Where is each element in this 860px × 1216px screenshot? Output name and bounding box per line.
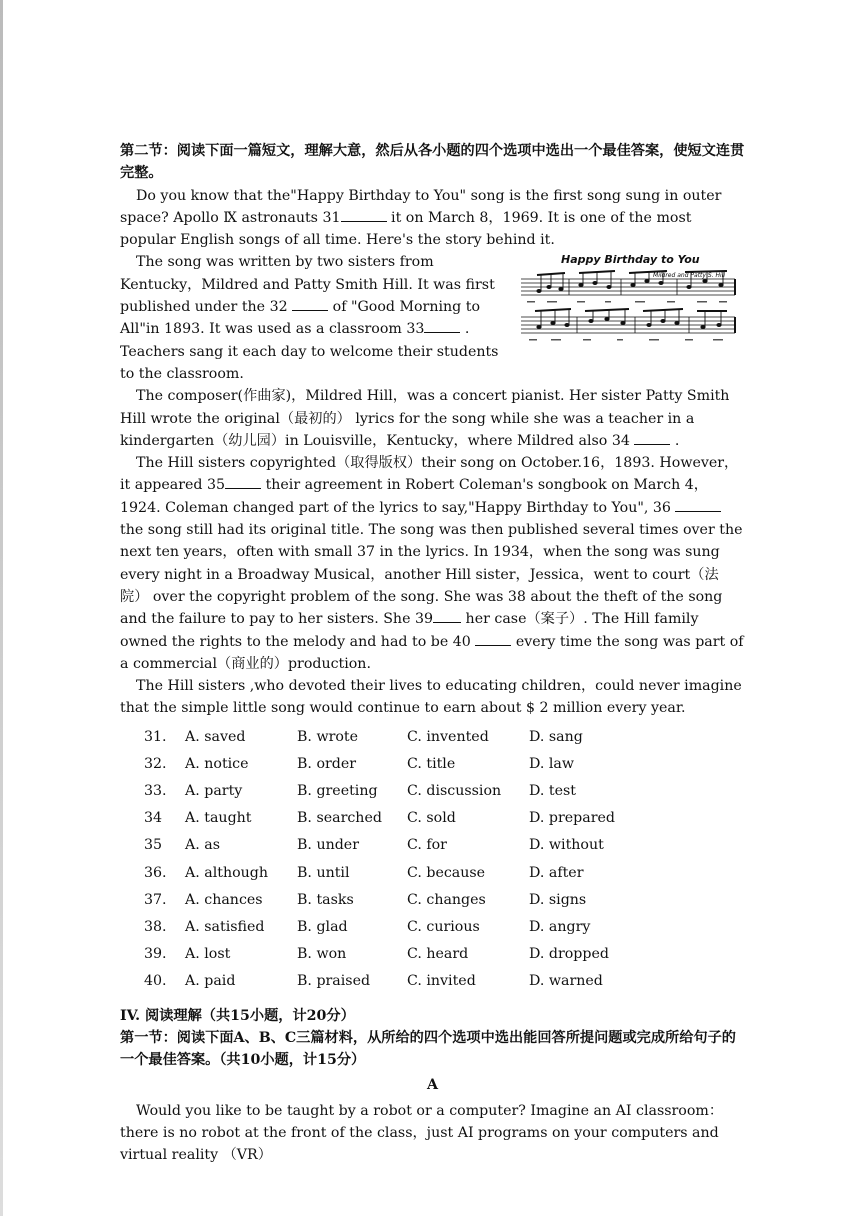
music-credit: Mildred and Patty S. Hill — [653, 272, 725, 280]
blank-40 — [475, 631, 511, 646]
passage-a-label: A — [426, 1076, 438, 1093]
question-number: 37. — [144, 891, 167, 908]
question-number: 38. — [144, 918, 167, 935]
answer-options — [120, 724, 745, 995]
music-title: Happy Birthday to You — [561, 253, 700, 267]
question-number: 40. — [144, 972, 167, 989]
question-number: 33. — [144, 783, 167, 800]
option-b: B. greeting — [297, 783, 378, 800]
option-a: A. party — [185, 783, 243, 800]
option-c: C. heard — [407, 945, 469, 962]
option-a: A. notice — [185, 756, 249, 773]
option-d: D. after — [529, 864, 584, 881]
question-number: 32. — [144, 756, 167, 773]
question-number: 34 — [144, 810, 163, 827]
blank-33 — [424, 318, 460, 333]
option-d: D. signs — [529, 891, 587, 908]
option-c: C. sold — [407, 810, 456, 827]
paragraph-5: The Hill sisters ,who devoted their lives to educating children，could never imagine that the simple little song would continue to earn about $ 2 million every year. — [120, 678, 742, 717]
option-row — [120, 832, 745, 859]
question-number: 35 — [144, 837, 163, 854]
blank-35 — [225, 474, 261, 489]
option-c: C. title — [407, 756, 456, 773]
sheet-music-image — [517, 251, 745, 369]
option-c: C. changes — [407, 891, 486, 908]
blank-31 — [341, 207, 387, 222]
option-a: A. lost — [185, 945, 231, 962]
option-a: A. saved — [185, 729, 246, 746]
blank-34 — [634, 430, 670, 445]
option-d: D. sang — [529, 729, 583, 746]
question-number: 31. — [144, 729, 167, 746]
option-a: A. chances — [185, 891, 263, 908]
question-number: 39. — [144, 945, 167, 962]
option-b: B. until — [297, 864, 350, 881]
option-row — [120, 913, 745, 940]
option-b: B. under — [297, 837, 359, 854]
option-b: B. order — [297, 756, 357, 773]
option-d: D. prepared — [529, 810, 615, 827]
option-b: B. praised — [297, 972, 371, 989]
blank-39 — [433, 608, 461, 623]
section2-heading: 第二节：阅读下面一篇短文，理解大意，然后从各小题的四个选项中选出一个最佳答案，使短文连贯完整。 — [120, 143, 745, 182]
paragraph-1: Do you know that the"Happy Birthday to You" song is the first song sung in outer space? Apollo Ⅸ astronauts 31 it on March 8，1969. It is one of the most popular English songs of all time. Here's the story behind it. — [120, 187, 722, 249]
option-d: D. dropped — [529, 945, 609, 962]
exam-page — [120, 140, 745, 1167]
blank-36 — [675, 497, 721, 512]
option-d: D. warned — [529, 972, 603, 989]
passage-a-text: Would you like to be taught by a robot or a computer? Imagine an AI classroom：there is no robot at the front of the class，just AI programs on your computers and virtual reality （VR） — [120, 1102, 724, 1164]
option-d: D. without — [529, 837, 604, 854]
option-row — [120, 751, 745, 778]
option-row — [120, 886, 745, 913]
scan-edge — [0, 0, 3, 1216]
option-b: B. tasks — [297, 891, 354, 908]
option-c: C. for — [407, 837, 447, 854]
option-a: A. taught — [185, 810, 252, 827]
paragraph-4: The Hill sisters copyrighted（取得版权）their song on October.16，1893. However，it appeared 35 their agreement in Robert Coleman's songbook on March 4，1924. Coleman changed part of the lyrics to say,"Happy Birthday to You", 36 the song still had its original title. The song was then published several times over the next ten years，often with small 37 in the lyrics. In 1934，when the song was sung every night in a Broadway Musical，another Hill sister，Jessica，went to court（法院） over the copyright problem of the song. She was 38 about the theft of the song and the failure to pay to her sisters. She 39 her case（案子）. The Hill family owned the rights to the melody and had to be 40 every time the song was part of a commercial（商业的）production. — [120, 455, 744, 672]
option-a: A. paid — [185, 972, 236, 989]
option-c: C. invited — [407, 972, 476, 989]
option-b: B. wrote — [297, 729, 359, 746]
option-c: C. curious — [407, 918, 480, 935]
option-c: C. discussion — [407, 783, 502, 800]
option-c: C. because — [407, 864, 486, 881]
option-row — [120, 859, 745, 886]
option-a: A. as — [185, 837, 221, 854]
part4-heading: IV. 阅读理解（共15小题，计20分） — [120, 1007, 355, 1024]
option-b: B. won — [297, 945, 347, 962]
blank-32 — [292, 296, 328, 311]
question-number: 36. — [144, 864, 167, 881]
option-row — [120, 724, 745, 751]
option-c: C. invented — [407, 729, 489, 746]
option-d: D. test — [529, 783, 576, 800]
option-a: A. satisfied — [185, 918, 265, 935]
paragraph-2: The song was written by two sisters from Kentucky，Mildred and Patty Smith Hill. It was first published under the 32 of "Good Morning to All"in 1893. It was used as a classroom 33 . Teachers sang it each day to welcome their students to the classroom. — [120, 254, 499, 382]
paragraph-3: The composer(作曲家)，Mildred Hill，was a concert pianist. Her sister Patty Smith Hill wrote the original（最初的） lyrics for the song while she was a teacher in a kindergarten（幼儿园）in Louisville，Kentucky，where Mildred also 34 . — [120, 388, 730, 449]
part4-section1-instructions: 第一节：阅读下面A、B、C三篇材料，从所给的四个选项中选出能回答所提问题或完成所给句子的一个最佳答案。（共10小题，计15分） — [120, 1029, 736, 1069]
option-row — [120, 940, 745, 967]
option-a: A. although — [185, 864, 268, 881]
option-row — [120, 968, 745, 995]
option-d: D. law — [529, 756, 575, 773]
option-d: D. angry — [529, 918, 591, 935]
option-row — [120, 778, 745, 805]
option-b: B. glad — [297, 918, 348, 935]
option-row — [120, 805, 745, 832]
option-b: B. searched — [297, 810, 382, 827]
